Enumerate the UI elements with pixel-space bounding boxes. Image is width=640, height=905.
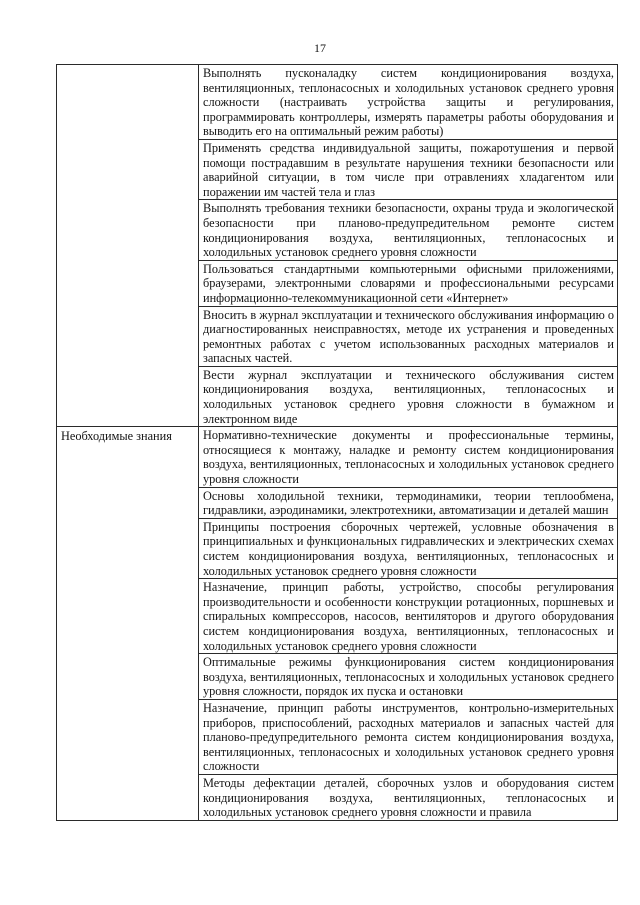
- page-number: 17: [314, 41, 326, 55]
- knowledge-label-cell: [57, 427, 199, 820]
- knowledge-item: Методы дефектации деталей, сборочных узлов и оборудования систем кондиционирования воздуха, вентиляционных, теплонасосных и холодильных установок среднего уровня сложности и правила: [199, 774, 618, 820]
- skill-item: Выполнять пусконаладку систем кондиционирования воздуха, вентиляционных, теплонасосных и холодильных установок среднего уровня сложности (настраивать устройства защиты и регулирования, программировать контроллеры, измерять параметры работы оборудования и выводить его на оптимальный режим работы): [199, 65, 618, 140]
- skill-item: Применять средства индивидуальной защиты, пожаротушения и первой помощи пострадавшим в результате нарушения техники безопасности или аварийной ситуации, в том числе при отравлениях хладагентом или поражении им частей тела и глаз: [199, 139, 618, 199]
- knowledge-label: Необходимые знания: [61, 429, 172, 444]
- knowledge-item: Назначение, принцип работы, устройство, способы регулирования производительности и особенности конструкции ротационных, поршневых и спиральных компрессоров, насосов, вентиляторов и другого оборудования систем кондиционирования воздуха, вентиляционных, теплонасосных и холодильных установок среднего уровня сложности: [199, 579, 618, 654]
- skill-item: Выполнять требования техники безопасности, охраны труда и экологической безопасности при планово-предупредительном ремонте систем кондиционирования воздуха, вентиляционных, теплонасосных и холодильных установок среднего уровня сложности: [199, 200, 618, 260]
- knowledge-item: Оптимальные режимы функционирования систем кондиционирования воздуха, вентиляционных, теплонасосных и холодильных установок среднего уровня сложности, порядок их пуска и остановки: [199, 654, 618, 700]
- knowledge-item: Основы холодильной техники, термодинамики, теории теплообмена, гидравлики, аэродинамики, электротехники, автоматизации и деталей машин: [199, 487, 618, 518]
- requirements-table: [56, 64, 618, 821]
- skill-item: Вносить в журнал эксплуатации и технического обслуживания информацию о диагностированных неисправностях, методе их устранения и проведенных ремонтных работах с учетом использованных расходных материалов и запасных частей.: [199, 306, 618, 366]
- knowledge-item: Принципы построения сборочных чертежей, условные обозначения в принципиальных и функциональных гидравлических и электрических схемах систем кондиционирования воздуха, вентиляционных, теплонасосных и холодильных установок среднего уровня сложности: [199, 518, 618, 578]
- skills-label-cell: [57, 65, 199, 427]
- skill-item: Пользоваться стандартными компьютерными офисными приложениями, браузерами, электронными словарями и профессиональными ресурсами информационно-телекоммуникационной сети «Интернет»: [199, 260, 618, 306]
- knowledge-item: Нормативно-технические документы и профессиональные термины, относящиеся к монтажу, наладке и ремонту систем кондиционирования воздуха, вентиляционных, теплонасосных и холодильных установок среднего уровня сложности: [199, 427, 618, 487]
- table-row: [57, 427, 618, 487]
- table-row: [57, 65, 618, 140]
- skill-item: Вести журнал эксплуатации и технического обслуживания систем кондиционирования воздуха, вентиляционных, теплонасосных и холодильных установок среднего уровня сложности в бумажном и электронном виде: [199, 366, 618, 426]
- knowledge-item: Назначение, принцип работы инструментов, контрольно-измерительных приборов, приспособлений, расходных материалов и запасных частей для планово-предупредительного ремонта систем кондиционирования воздуха, вентиляционных, теплонасосных и холодильных установок среднего уровня сложности: [199, 699, 618, 774]
